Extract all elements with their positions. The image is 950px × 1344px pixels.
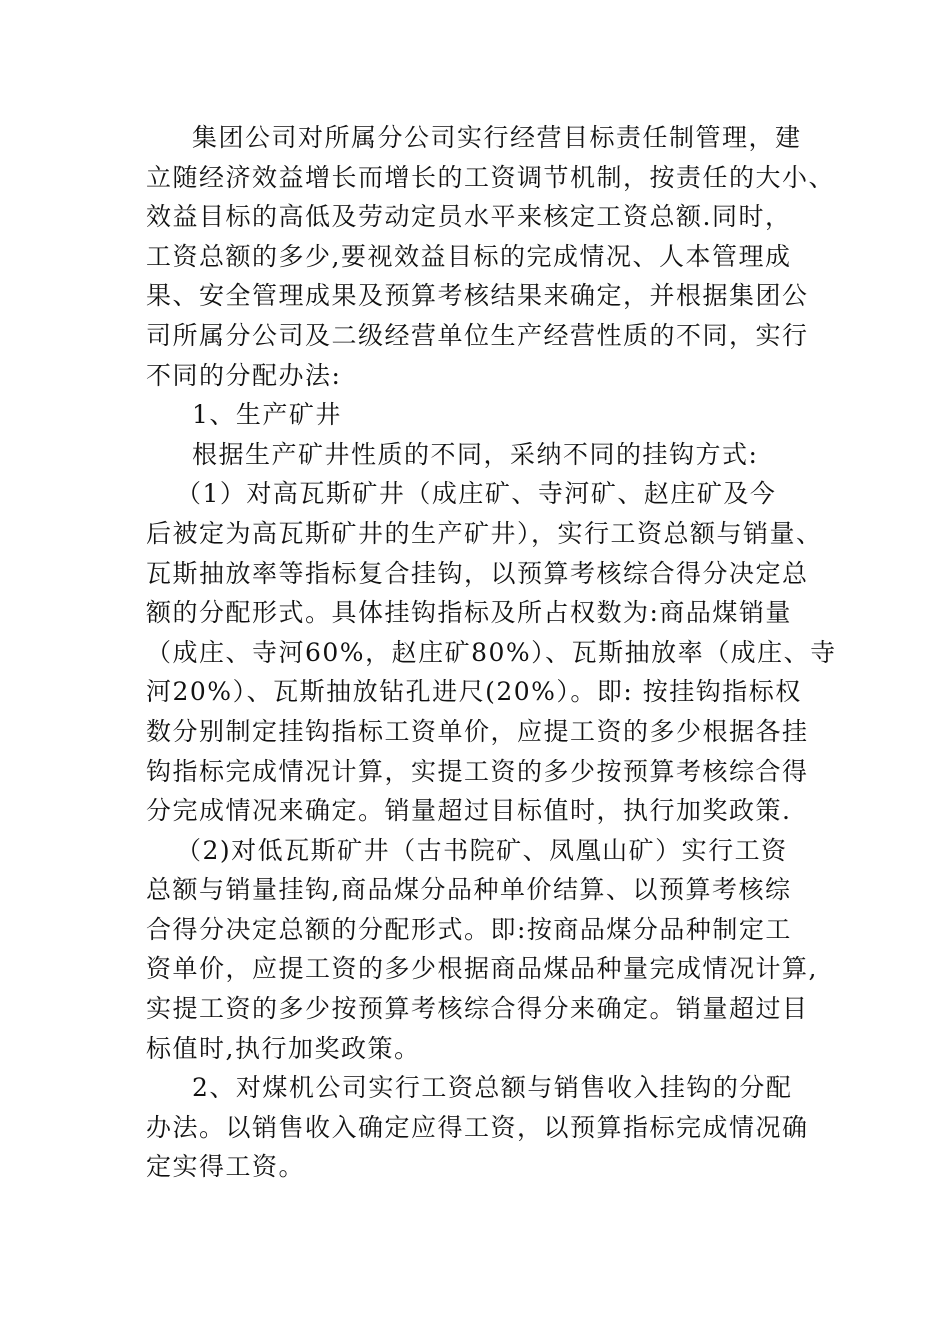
paragraph-line: 办法。以销售收入确定应得工资，以预算指标完成情况确 — [146, 1112, 809, 1142]
paragraph-line: 后被定为高瓦斯矿井的生产矿井），实行工资总额与销量、 — [146, 518, 823, 548]
section-heading: 2、对煤机公司实行工资总额与销售收入挂钩的分配 — [192, 1073, 793, 1103]
paragraph-line: （成庄、寺河60%，赵庄矿80%）、瓦斯抽放率（成庄、寺 — [146, 637, 837, 667]
paragraph-line: 合得分决定总额的分配形式。即:按商品煤分品种制定工 — [146, 914, 792, 944]
paragraph-line: 立随经济效益增长而增长的工资调节机制，按责任的大小、 — [146, 162, 836, 192]
paragraph-line: 司所属分公司及二级经营单位生产经营性质的不同，实行 — [146, 320, 809, 350]
document-body — [146, 118, 837, 1187]
paragraph-line: 实提工资的多少按预算考核综合得分来确定。销量超过目 — [146, 994, 809, 1024]
paragraph-line: 标值时,执行加奖政策。 — [146, 1033, 421, 1063]
paragraph-line: 钩指标完成情况计算，实提工资的多少按预算考核综合得 — [146, 756, 809, 786]
paragraph-line: 工资总额的多少,要视效益目标的完成情况、人本管理成 — [146, 241, 792, 271]
paragraph-line: （1）对高瓦斯矿井（成庄矿、寺河矿、赵庄矿及今 — [176, 479, 777, 509]
paragraph-line: 河20%）、瓦斯抽放钻孔进尺(20%）。即: 按挂钩指标权 — [146, 677, 802, 707]
paragraph-line: 瓦斯抽放率等指标复合挂钩，以预算考核综合得分决定总 — [146, 558, 809, 588]
paragraph-line: 效益目标的高低及劳动定员水平来核定工资总额.同时， — [146, 202, 792, 232]
paragraph-line: 额的分配形式。具体挂钩指标及所占权数为:商品煤销量 — [146, 598, 792, 628]
paragraph-line: 果、安全管理成果及预算考核结果来确定，并根据集团公 — [146, 281, 809, 311]
paragraph-line: 总额与销量挂钩,商品煤分品种单价结算、以预算考核综 — [146, 875, 792, 905]
paragraph-line: 资单价，应提工资的多少根据商品煤品种量完成情况计算, — [146, 954, 818, 984]
paragraph-line: 数分别制定挂钩指标工资单价，应提工资的多少根据各挂 — [146, 716, 809, 746]
paragraph-line: 不同的分配办法: — [146, 360, 342, 390]
paragraph-line: 分完成情况来确定。销量超过目标值时，执行加奖政策. — [146, 796, 792, 826]
paragraph-line: （2)对低瓦斯矿井（古书院矿、凤凰山矿）实行工资 — [176, 835, 788, 865]
paragraph-line: 定实得工资。 — [146, 1152, 306, 1182]
paragraph-line: 集团公司对所属分公司实行经营目标责任制管理，建 — [192, 123, 802, 152]
paragraph-line: 根据生产矿井性质的不同，采纳不同的挂钩方式: — [192, 439, 759, 469]
section-heading: 1、生产矿井 — [192, 400, 342, 430]
